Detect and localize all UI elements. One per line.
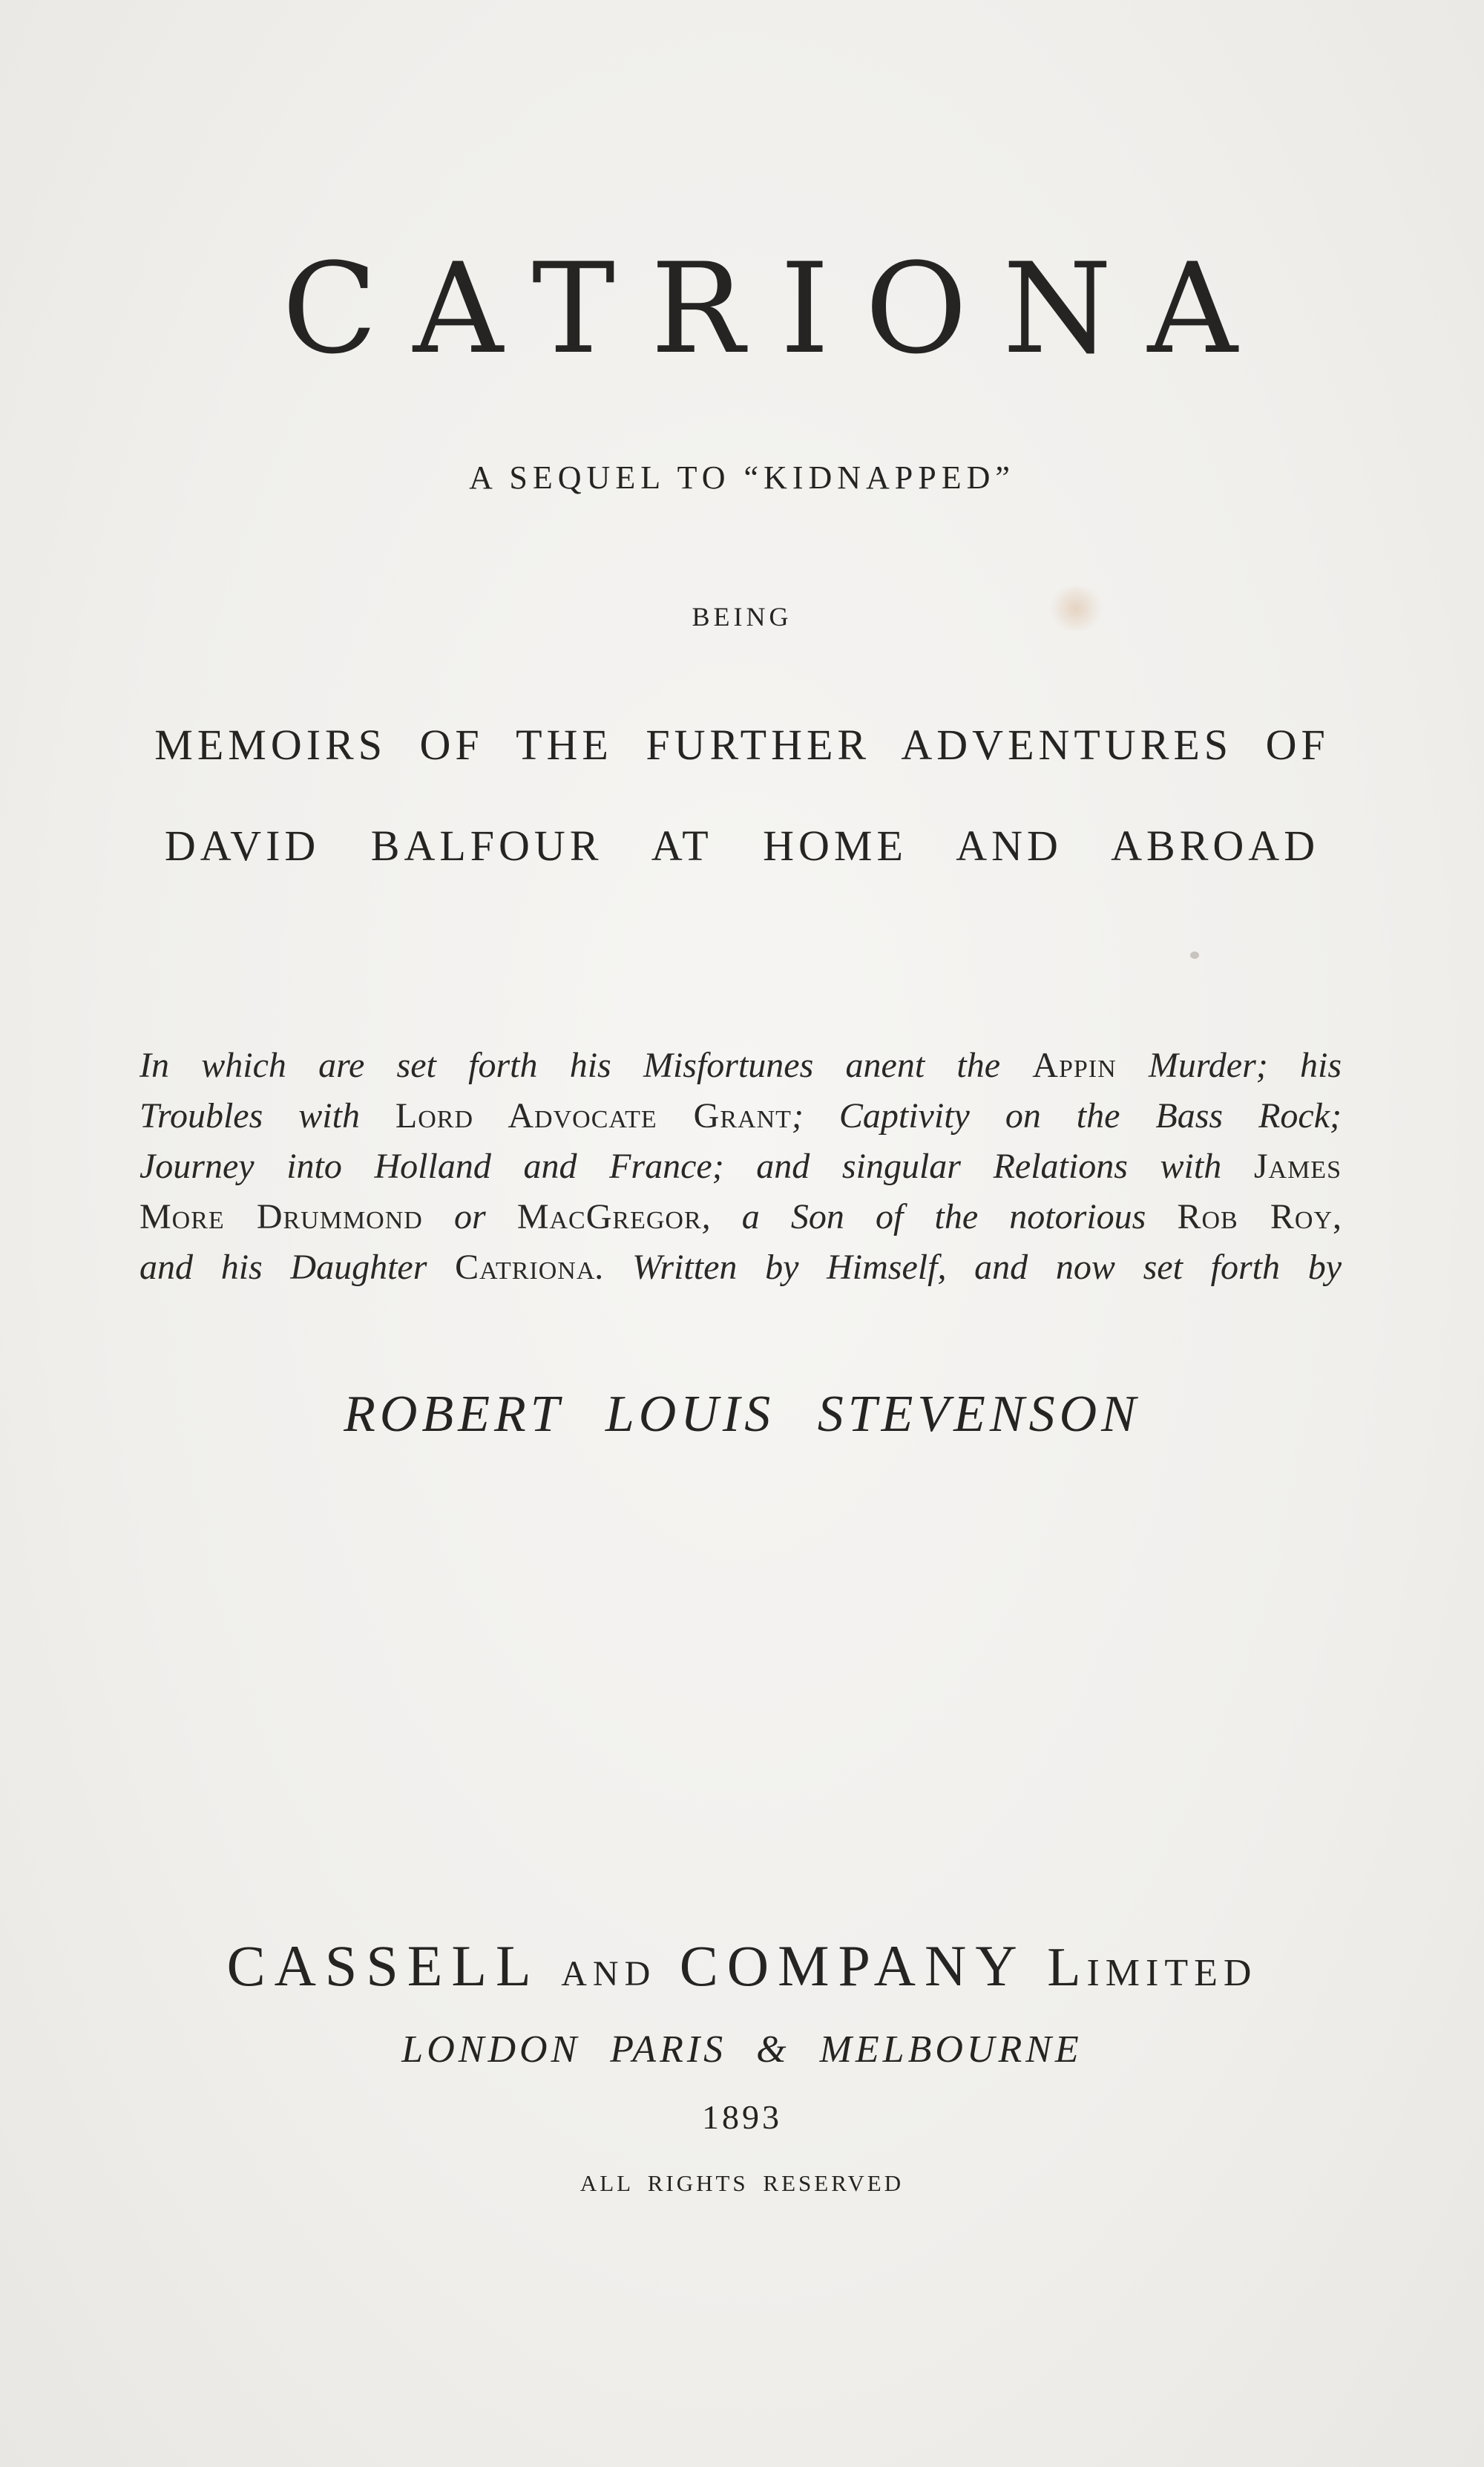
description-line-3: Journey into Holland and France; and singular Relations with James	[139, 1147, 1342, 1186]
author-name: ROBERT LOUIS STEVENSON	[344, 1386, 1140, 1443]
paper-speck	[1190, 951, 1199, 959]
publisher-name	[0, 1933, 1484, 1999]
description-line-2: Troubles with Lord Advocate Grant; Captivity on the Bass Rock;	[139, 1096, 1342, 1136]
description-line-4: More Drummond or MacGregor, a Son of the notorious Rob Roy,	[139, 1197, 1342, 1236]
publication-year: 1893	[702, 2098, 782, 2136]
publisher-name-2: COMPANY	[679, 1933, 1024, 1998]
book-subtitle: A SEQUEL TO “KIDNAPPED”	[469, 459, 1015, 496]
publisher-cities: LONDON PARIS & MELBOURNE	[401, 2028, 1083, 2071]
being-label: BEING	[692, 602, 792, 632]
description-paragraph	[139, 1041, 1342, 1293]
publisher-and: AND	[561, 1954, 657, 1993]
memoirs-line-1: MEMOIRS OF THE FURTHER ADVENTURES OF	[154, 721, 1330, 769]
memoirs-line-2: DAVID BALFOUR AT HOME AND ABROAD	[164, 822, 1320, 870]
description-line-5: and his Daughter Catriona. Written by Himself, and now set forth by	[139, 1248, 1342, 1287]
rights-notice: ALL RIGHTS RESERVED	[580, 2170, 904, 2196]
book-title: CATRIONA	[282, 236, 1273, 381]
publisher-limited: Limited	[1047, 1937, 1258, 1998]
description-line-1: In which are set forth his Misfortunes anent the Appin Murder; his	[139, 1046, 1342, 1085]
publisher-name-1: CASSELL	[226, 1933, 538, 1998]
